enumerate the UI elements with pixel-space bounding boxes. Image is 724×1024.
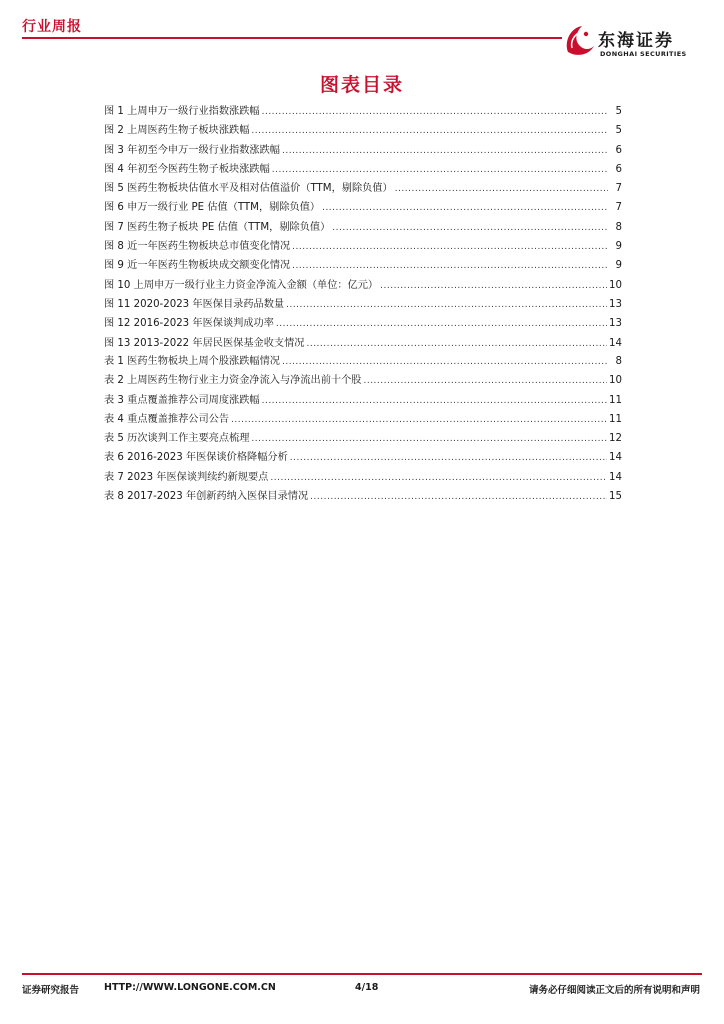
table-entry-page: 15: [609, 491, 622, 503]
footer-divider: [22, 973, 702, 975]
table-entry-page: 14: [609, 471, 622, 483]
logo-cn-text: 东海证券: [598, 31, 674, 51]
table-entry[interactable]: [104, 391, 622, 410]
figure-entry[interactable]: [104, 160, 622, 179]
dot-leader: [286, 296, 607, 315]
dot-leader: [332, 219, 608, 238]
figure-entry[interactable]: [104, 198, 622, 217]
table-entry[interactable]: [104, 448, 622, 467]
figure-entry[interactable]: [104, 276, 622, 295]
figure-entry[interactable]: [104, 102, 622, 121]
figure-entry-page: 14: [609, 337, 622, 349]
dot-leader: [290, 449, 607, 468]
figure-entry-label: 图 10 上周申万一级行业主力资金净流入金额（单位：亿元）: [104, 279, 379, 291]
table-entry[interactable]: [104, 468, 622, 487]
logo-en-text: DONGHAI SECURITIES: [600, 50, 687, 58]
figure-entry[interactable]: [104, 314, 622, 333]
figure-entry-label: 图 13 2013-2022 年居民医保基金收支情况: [104, 337, 305, 349]
figure-entry-label: 图 12 2016-2023 年医保谈判成功率: [104, 318, 274, 330]
table-entry-label: 表 7 2023 年医保谈判续约新规要点: [104, 471, 269, 483]
report-type-tag: 行业周报: [22, 19, 82, 35]
page-title: 图表目录: [319, 74, 404, 96]
figure-entry-page: 5: [615, 106, 622, 117]
dot-leader: [262, 103, 608, 122]
dot-leader: [292, 238, 608, 257]
dot-leader: [282, 142, 608, 161]
table-entry-label: 表 8 2017-2023 年创新药纳入医保目录情况: [104, 491, 309, 503]
dot-leader: [251, 430, 607, 449]
figure-entry-label: 图 1 上周申万一级行业指数涨跌幅: [104, 106, 260, 117]
dot-leader: [282, 353, 608, 372]
figure-entry-label: 图 6 申万一级行业 PE 估值（TTM，剔除负值）: [104, 202, 321, 214]
dot-leader: [262, 392, 607, 411]
footer-report-label: 证券研究报告: [22, 985, 80, 996]
table-list: [104, 352, 622, 506]
company-logo: [562, 20, 712, 64]
figure-entry-label: 图 4 年初至今医药生物子板块涨跌幅: [104, 163, 270, 175]
figure-entry[interactable]: [104, 179, 622, 198]
figure-entry-label: 图 5 医药生物板块估值水平及相对估值溢价（TTM，剔除负值）: [104, 183, 393, 195]
table-entry-page: 8: [615, 356, 622, 367]
dot-leader: [251, 122, 608, 141]
table-entry[interactable]: [104, 487, 622, 506]
figure-entry-page: 13: [609, 298, 622, 310]
dot-leader: [395, 180, 608, 199]
figure-entry-page: 9: [615, 241, 622, 253]
footer-disclaimer: 请务必仔细阅读正文后的所有说明和声明: [528, 985, 700, 996]
dot-leader: [292, 257, 608, 276]
figure-entry-label: 图 2 上周医药生物子板块涨跌幅: [104, 125, 250, 137]
figure-entry-page: 5: [615, 125, 622, 137]
table-entry[interactable]: [104, 410, 622, 429]
figure-entry-label: 图 3 年初至今申万一级行业指数涨跌幅: [104, 144, 280, 156]
table-entry-page: 11: [609, 394, 622, 406]
figure-entry-page: 6: [615, 144, 622, 156]
figure-entry-label: 图 7 医药生物子板块 PE 估值（TTM，剔除负值）: [104, 221, 331, 233]
table-entry[interactable]: [104, 429, 622, 448]
figure-entry-page: 7: [615, 183, 622, 195]
figure-entry-page: 9: [615, 260, 622, 272]
figure-entry-page: 8: [615, 221, 622, 233]
table-entry-page: 12: [609, 433, 622, 445]
dot-leader: [380, 277, 607, 296]
figure-list: [104, 102, 622, 353]
dot-leader: [276, 315, 607, 334]
figure-entry[interactable]: [104, 256, 622, 275]
page-number: 4/18: [355, 982, 379, 993]
table-entry-label: 表 5 历次谈判工作主要亮点梳理: [104, 433, 250, 445]
figure-entry[interactable]: [104, 237, 622, 256]
figure-entry-page: 10: [609, 279, 622, 291]
figure-entry[interactable]: [104, 218, 622, 237]
figure-entry-page: 6: [615, 163, 622, 175]
table-entry-label: 表 4 重点覆盖推荐公司公告: [104, 413, 230, 425]
dot-leader: [272, 161, 608, 180]
dot-leader: [363, 372, 607, 391]
figure-entry-page: 7: [615, 202, 622, 214]
table-entry[interactable]: [104, 352, 622, 371]
figure-entry-label: 图 8 近一年医药生物板块总市值变化情况: [104, 241, 291, 253]
figure-entry[interactable]: [104, 121, 622, 140]
dot-leader: [306, 335, 607, 354]
dot-leader: [322, 199, 608, 218]
figure-entry-page: 13: [609, 318, 622, 330]
table-entry-page: 14: [609, 452, 622, 464]
dot-leader: [310, 488, 607, 507]
table-entry[interactable]: [104, 371, 622, 390]
logo-mark-icon: [562, 22, 596, 60]
figure-entry-label: 图 9 近一年医药生物板块成交额变化情况: [104, 260, 291, 272]
table-entry-label: 表 2 上周医药生物行业主力资金净流入与净流出前十个股: [104, 375, 362, 387]
dot-leader: [231, 411, 607, 430]
figure-entry[interactable]: [104, 334, 622, 353]
figure-entry[interactable]: [104, 295, 622, 314]
footer-website-link[interactable]: HTTP://WWW.LONGONE.COM.CN: [104, 982, 276, 993]
table-entry-label: 表 6 2016-2023 年医保谈价格降幅分析: [104, 452, 288, 464]
figure-entry[interactable]: [104, 141, 622, 160]
table-entry-label: 表 3 重点覆盖推荐公司周度涨跌幅: [104, 394, 260, 406]
figure-entry-label: 图 11 2020-2023 年医保目录药品数量: [104, 298, 285, 310]
table-entry-page: 10: [609, 375, 622, 387]
table-entry-page: 11: [609, 413, 622, 425]
header-divider: [22, 37, 562, 39]
table-entry-label: 表 1 医药生物板块上周个股涨跌幅情况: [104, 356, 280, 367]
dot-leader: [270, 469, 607, 488]
